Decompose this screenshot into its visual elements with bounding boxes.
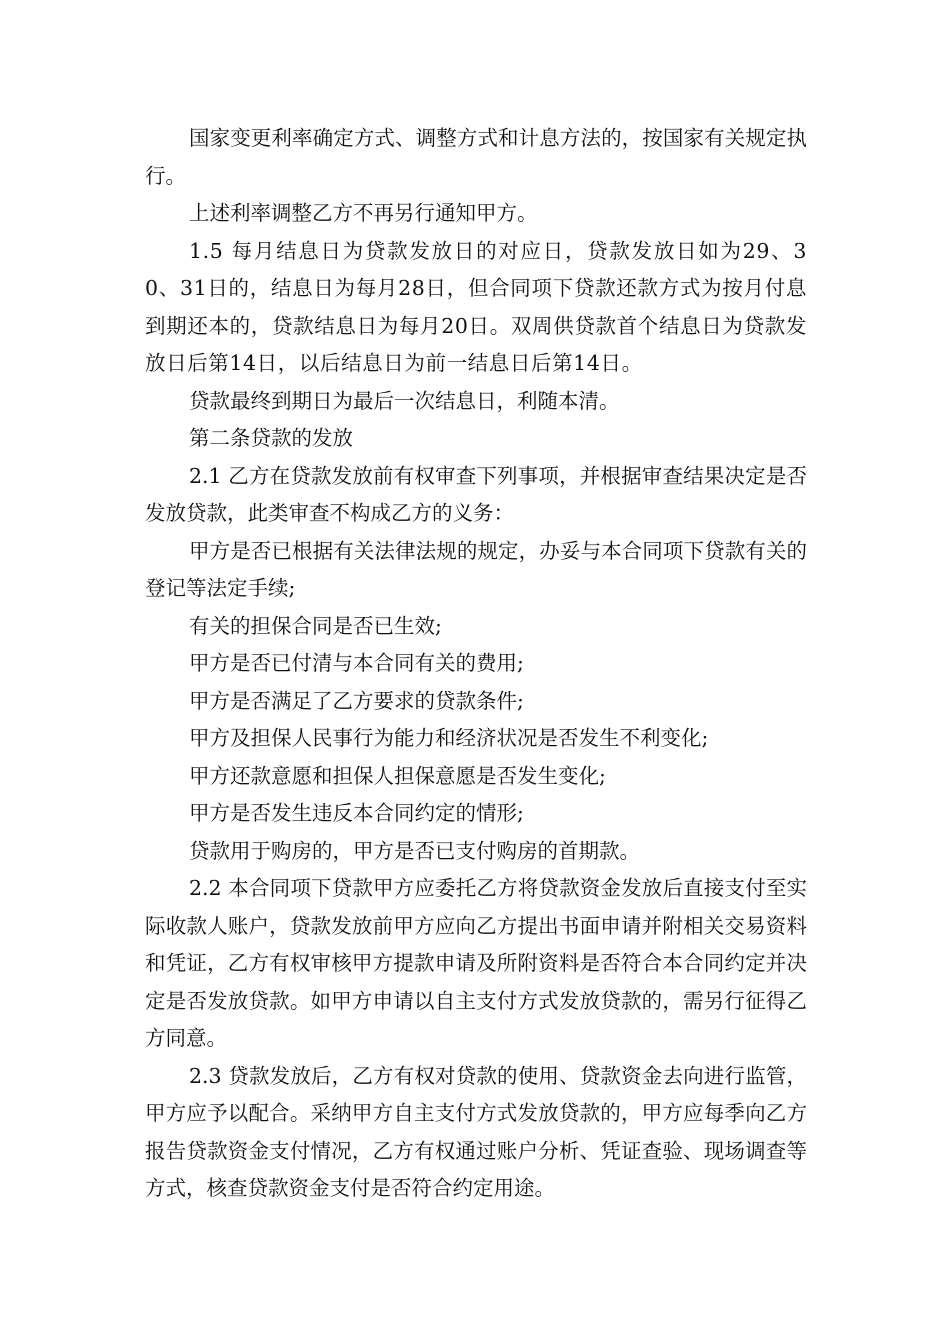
paragraph-clause-2-3: 2.3 贷款发放后，乙方有权对贷款的使用、贷款资金去向进行监管，甲方应予以配合。采纳甲方自主支付方式发放贷款的，甲方应每季向乙方报告贷款资金支付情况，乙方有权通过账户分析、凭证查验、现场调查等方式，核查贷款资金支付是否符合约定用途。 (145, 1063, 807, 1200)
list-item: 甲方是否已付清与本合同有关的费用; (189, 651, 524, 675)
list-item: 甲方还款意愿和担保人担保意愿是否发生变化; (189, 763, 606, 788)
list-item: 贷款用于购房的，甲方是否已支付购房的首期款。 (189, 838, 640, 863)
list-item: 甲方是否已根据有关法律法规的规定，办妥与本合同项下贷款有关的登记等法定手续; (145, 538, 807, 600)
list-item: 有关的担保合同是否已生效; (189, 613, 442, 638)
list-item: 甲方及担保人民事行为能力和经济状况是否发生不利变化; (189, 726, 709, 750)
paragraph: 上述利率调整乙方不再另行通知甲方。 (189, 201, 538, 225)
paragraph-clause-2-2: 2.2 本合同项下贷款甲方应委托乙方将贷款资金发放后直接支付至实际收款人账户，贷款发放前甲方应向乙方提出书面申请并附相关交易资料和凭证，乙方有权审核甲方提款申请及所附资料是否符合本合同约定并决定是否发放贷款。如甲方申请以自主支付方式发放贷款的，需另行征得乙方同意。 (145, 876, 807, 1050)
paragraph-clause-1-5: 1.5 每月结息日为贷款发放日的对应日，贷款发放日如为29、30、31日的，结息日为每月28日，但合同项下贷款还款方式为按月付息到期还本的，贷款结息日为每月20日。双周供贷款首个结息日为贷款发放日后第14日，以后结息日为前一结息日后第14日。 (145, 238, 807, 375)
paragraph-clause-2-1: 2.1 乙方在贷款发放前有权审查下列事项，并根据审查结果决定是否发放贷款，此类审查不构成乙方的义务： (145, 463, 807, 525)
paragraph: 贷款最终到期日为最后一次结息日，利随本清。 (189, 388, 620, 413)
list-item: 甲方是否满足了乙方要求的贷款条件; (189, 688, 524, 713)
paragraph: 国家变更利率确定方式、调整方式和计息方法的，按国家有关规定执行。 (145, 126, 807, 188)
list-item: 甲方是否发生违反本合同约定的情形; (189, 801, 524, 825)
section-heading: 第二条贷款的发放 (189, 426, 353, 450)
document-body (145, 120, 807, 1208)
